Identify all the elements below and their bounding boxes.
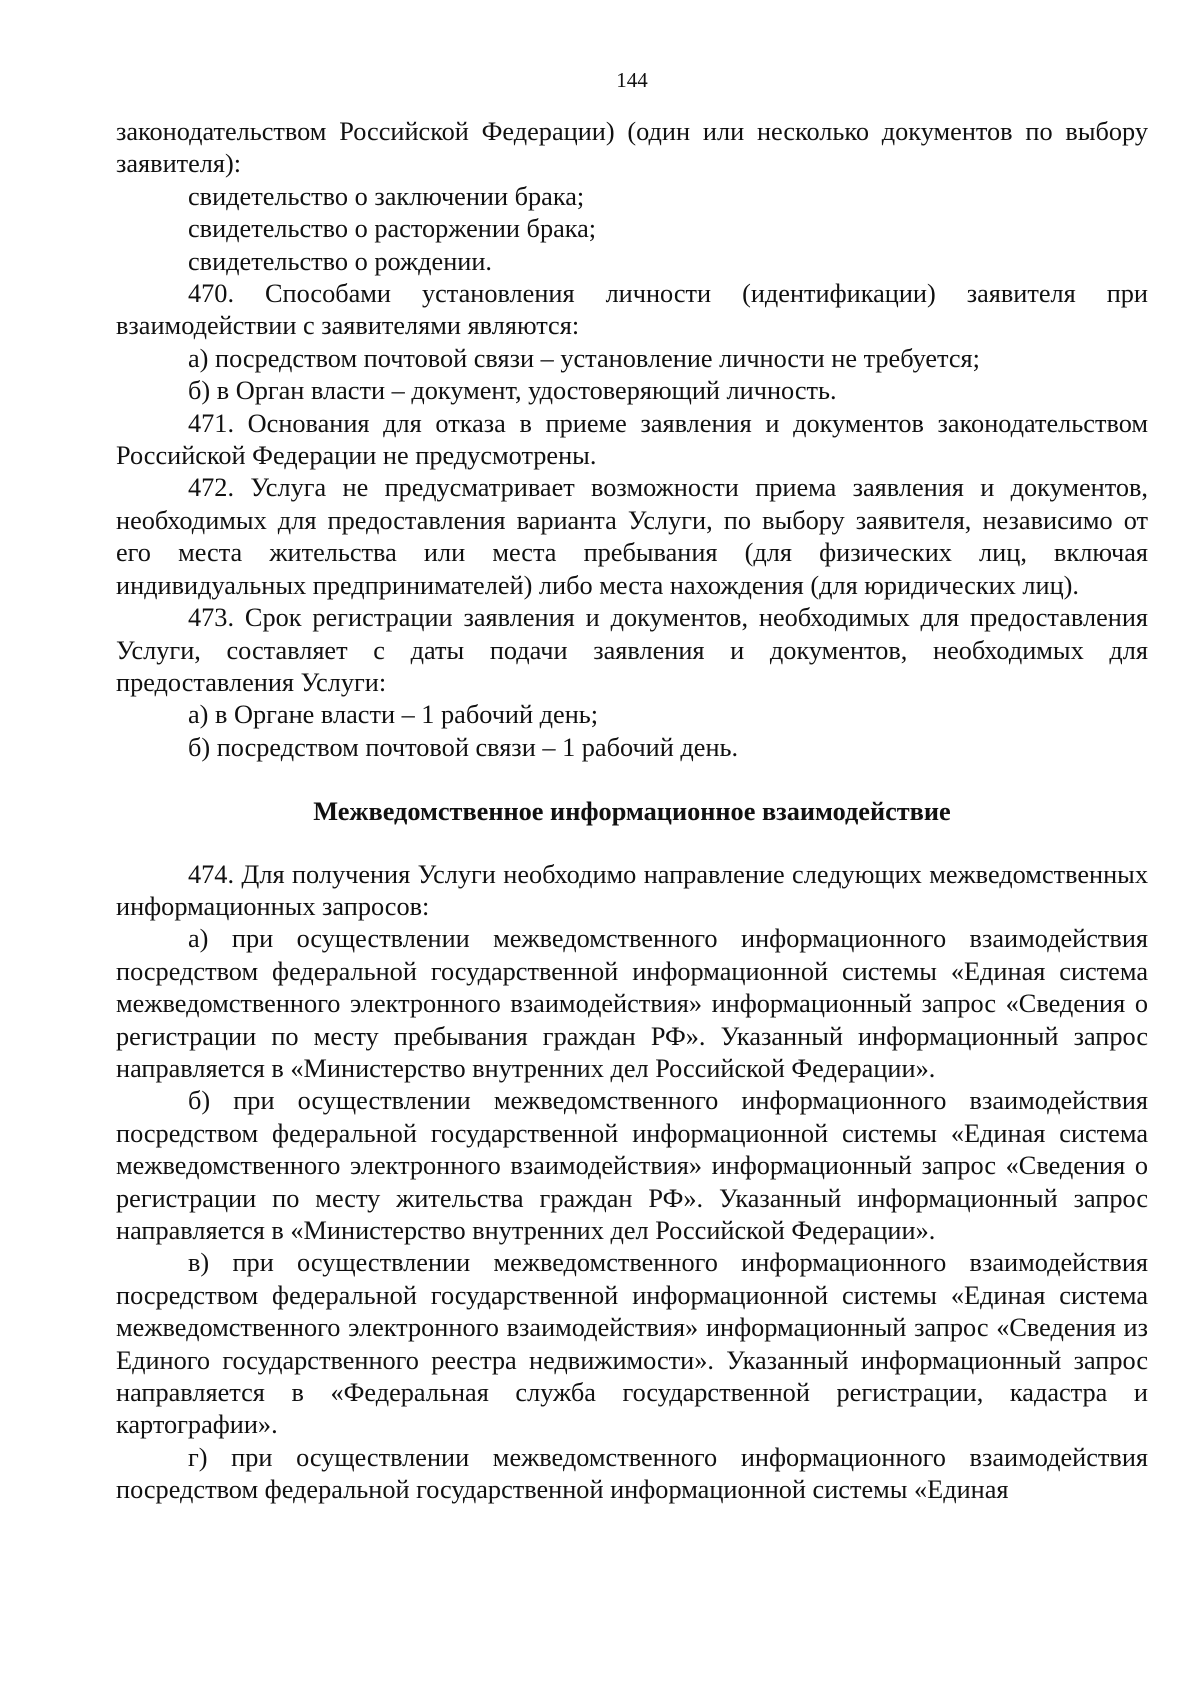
clause-474-item-b: б) при осуществлении межведомственного информационного взаимодействия посредством федеральной государственной информационной системы «Единая система межведомственного электронного взаимодействия» информационный запрос «Сведения о регистрации по месту жительства граждан РФ». Указанный информационный запрос направляется в «Министерство внутренних дел Российской Федерации». bbox=[116, 1086, 1148, 1245]
clause-474-item-c: в) при осуществлении межведомственного информационного взаимодействия посредством федеральной государственной информационной системы «Единая система межведомственного электронного взаимодействия» информационный запрос «Сведения из Единого государственного реестра недвижимости». Указанный информационный запрос направляется в «Федеральная служба государственной регистрации, кадастра и картографии». bbox=[116, 1248, 1148, 1440]
paragraph-continuation: законодательством Российской Федерации) (один или несколько документов по выбору заявителя): bbox=[116, 117, 1148, 179]
clause-474-item-d: г) при осуществлении межведомственного информационного взаимодействия посредством федеральной государственной информационной системы «Единая bbox=[116, 1442, 1148, 1505]
list-item-marriage-certificate: свидетельство о заключении брака; bbox=[188, 181, 585, 211]
clause-474: 474. Для получения Услуги необходимо направление следующих межведомственных информационных запросов: bbox=[116, 859, 1148, 921]
clause-470-item-b: б) в Орган власти – документ, удостоверяющий личность. bbox=[188, 376, 837, 406]
clause-473-item-b: б) посредством почтовой связи – 1 рабочий день. bbox=[188, 732, 739, 762]
list-item-birth-certificate: свидетельство о рождении. bbox=[188, 246, 492, 276]
clause-473-item-a: а) в Органе власти – 1 рабочий день; bbox=[188, 700, 599, 730]
list-item-divorce-certificate: свидетельство о расторжении брака; bbox=[188, 214, 597, 244]
clause-474-item-a: а) при осуществлении межведомственного информационного взаимодействия посредством федеральной государственной информационной системы «Единая система межведомственного электронного взаимодействия» информационный запрос «Сведения о регистрации по месту пребывания граждан РФ». Указанный информационный запрос направляется в «Министерство внутренних дел Российской Федерации». bbox=[116, 924, 1148, 1083]
page-number: 144 bbox=[616, 68, 648, 92]
document-body bbox=[116, 116, 1148, 1507]
clause-471: 471. Основания для отказа в приеме заявления и документов законодательством Российской Федерации не предусмотрены. bbox=[116, 408, 1148, 471]
clause-472: 472. Услуга не предусматривает возможности приема заявления и документов, необходимых для предоставления варианта Услуги, по выбору заявителя, независимо от его места жительства или места пребывания (для физических лиц, включая индивидуальных предпринимателей) либо места нахождения (для юридических лиц). bbox=[116, 473, 1148, 600]
clause-470: 470. Способами установления личности (идентификации) заявителя при взаимодействии с заявителями являются: bbox=[116, 279, 1148, 341]
clause-470-item-a: а) посредством почтовой связи – установление личности не требуется; bbox=[188, 343, 980, 373]
clause-473: 473. Срок регистрации заявления и документов, необходимых для предоставления Услуги, составляет с даты подачи заявления и документов, необходимых для предоставления Услуги: bbox=[116, 603, 1148, 697]
section-heading: Межведомственное информационное взаимодействие bbox=[313, 797, 951, 827]
